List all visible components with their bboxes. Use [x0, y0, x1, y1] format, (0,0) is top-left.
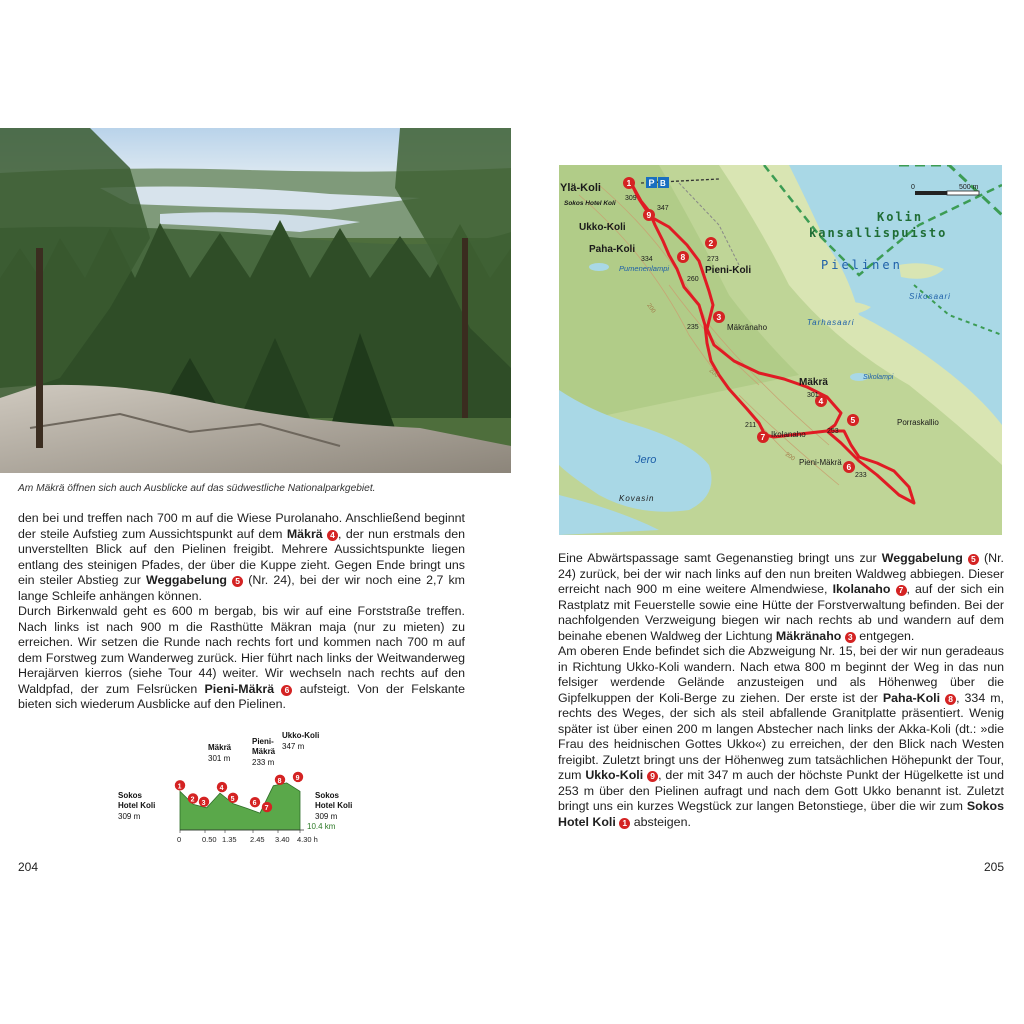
profile-waypoint-number: 5 [230, 795, 235, 803]
profile-waypoint-number: 1 [177, 783, 182, 791]
map-label-kovasin: Kovasin [619, 494, 655, 503]
profile-label-name: Sokos [118, 791, 143, 800]
svg-text:1: 1 [626, 178, 632, 188]
right-paragraph-2: Am oberen Ende befindet sich die Abzweigung Nr. 15, bei der wir nun geradeaus in Richtung Ukko-Koli wandern. Nach etwa 800 m beginnt der Weg in das nun felsiger werdende Gelände anzusteigen und als Höhenweg über die Gipfelkuppen der Koli-Berge zu ziehen. Der erste ist der Paha-Koli 8 , 334 m, rechts des Weges, der sich als steil abfallende Granitplatte präsentiert. Wenig später ist über einen 200 m langen Abstecher nach links der Akka-Koli (dt.: »die Frau des heidnischen Gottes Ukko«) zu erreichen, der den Blick nach Westen freigibt. Zuletzt bringt uns der Höhenweg zum tatsächlichen Höhepunkt der Tour, zum Ukko-Koli 9 , der mit 347 m auch der höchste Punkt der Hügelkette ist und 253 m über den Pielinen aufragt und nach dem Gott Ukko benannt ist. Zuletzt bringt uns ein kurzes Wegstück zur langen Betonstiege, über die wir zum Sokos Hotel Koli 1 absteigen. [558, 644, 1004, 829]
contour-label-1: 200 [645, 302, 657, 315]
elev-260: 260 [687, 276, 699, 283]
profile-label-elevation: 301 m [208, 754, 231, 763]
waypoint-marker: 8 [945, 694, 956, 705]
waypoint-marker: 3 [845, 632, 856, 643]
map-label-park-1: Kolin [877, 210, 924, 224]
map-label-pieni-makra: Pieni-Mäkrä [799, 458, 842, 467]
waypoint-marker: 6 [281, 685, 292, 696]
profile-label-name: Hotel Koli [315, 801, 353, 810]
x-tick-label: 0.50 [202, 835, 217, 844]
page-number-right: 205 [983, 860, 1004, 874]
map-label-yla-koli: Ylä-Koli [560, 182, 601, 194]
profile-label-name: Pieni- [252, 737, 274, 746]
profile-waypoint-number: 9 [295, 774, 300, 782]
svg-text:P: P [648, 178, 655, 188]
map-label-tarhasaari: Tarhasaari [807, 318, 855, 327]
x-tick-label: 0 [177, 835, 182, 844]
map-label-lake: Pielinen [821, 258, 903, 272]
svg-text:5: 5 [850, 415, 856, 425]
bold-place-name: Weggabelung [146, 573, 227, 587]
bold-place-name: Ukko-Koli [585, 768, 644, 782]
profile-label-elevation: 309 m [315, 812, 338, 821]
left-paragraph-1: den bei und treffen nach 700 m auf die Wiese Purolanaho. Anschließend beginnt der steile Aufstieg zum Aussichtspunkt auf dem Mäkrä 4 , der nun erstmals den unverstellten Blick auf den Pielinen freigibt. Mehrere Aussichtspunkte liegen entlang des steinigen Pfades, der über die Kuppe zieht. Gegen Ende bringt uns ein steiler Abstieg zur Weggabelung 5 (Nr. 24), bei der wir noch eine 2,7 km lange Schleife anhängen können. [18, 511, 466, 603]
profile-label-elevation: 233 m [252, 758, 275, 767]
elevation-profile-chart [110, 726, 380, 851]
elev-309: 309 [625, 195, 637, 202]
profile-waypoint-number: 8 [277, 777, 282, 785]
svg-text:8: 8 [680, 252, 686, 262]
profile-waypoint-number: 7 [264, 805, 269, 813]
photo-caption: Am Mäkrä öffnen sich auch Ausblicke auf das südwestliche Nationalparkgebiet. [18, 483, 376, 494]
profile-area [177, 783, 300, 830]
profile-label-name: Sokos [315, 791, 340, 800]
map-label-pumenenlampi: Pumenenlampi [619, 264, 670, 273]
sikosaari-island [899, 263, 944, 279]
map-label-park-2: kansallispuisto [809, 226, 948, 240]
bold-place-name: Sokos Hotel Koli [558, 799, 1004, 829]
svg-text:6: 6 [846, 462, 852, 472]
distance-label: 10.4 km [307, 822, 336, 831]
svg-text:7: 7 [760, 432, 766, 442]
left-paragraph-2: Durch Birkenwald geht es 600 m bergab, bis wir auf eine Forststraße treffen. Nach links ist nach 900 m die Rasthütte Mäkran maja (nur zu mieten) zu erreichen. Wir setzen die Runde nach rechts fort und kommen nach 700 m auf dem Forstweg zum Wanderweg zurück. Hier führt nach links der Weitwanderweg Herajärven kierros (siehe Tour 44) weiter. Wir wechseln nach rechts auf den Waldpfad, der zum Felsrücken Pieni-Mäkrä 6 aufsteigt. Von der Felskante bieten sich wiederum Ausblicke auf den Pielinen. [18, 604, 466, 711]
bold-place-name: Paha-Koli [882, 690, 941, 705]
elev-211: 211 [745, 422, 757, 429]
profile-waypoint-number: 4 [219, 785, 224, 793]
profile-label-name: Hotel Koli [118, 801, 156, 810]
map-label-jero: Jero [635, 454, 657, 466]
elev-235: 235 [687, 324, 699, 331]
bold-place-name: Weggabelung [881, 551, 963, 565]
elev-334: 334 [641, 256, 653, 263]
tarhasaari-island [827, 301, 871, 315]
profile-label-elevation: 347 m [282, 742, 305, 751]
elev-233: 233 [855, 472, 867, 479]
map-label-ikolanaho: Ikolanaho [771, 430, 806, 439]
elev-253: 253 [827, 428, 839, 435]
route-map-illustration [559, 165, 1002, 535]
forest-lake-photo [0, 128, 511, 473]
waypoint-marker: 9 [647, 771, 658, 782]
map-label-porraskallio: Porraskallio [897, 418, 939, 427]
scale-label-0: 0 [911, 184, 915, 191]
route-map [559, 165, 1002, 535]
profile-label-name: Ukko-Koli [282, 731, 320, 740]
map-label-sikolampi: Sikolampi [863, 374, 894, 381]
profile-waypoint-number: 3 [201, 799, 206, 807]
profile-label-elevation: 309 m [118, 812, 141, 821]
svg-text:4: 4 [818, 396, 824, 406]
scale-label-500: 500 m [959, 184, 979, 191]
map-label-makra: Mäkrä [799, 377, 828, 388]
elev-273: 273 [707, 256, 719, 263]
map-label-ukko-koli: Ukko-Koli [579, 222, 626, 233]
right-paragraph-1: Eine Abwärtspassage samt Gegenanstieg bringt uns zur Weggabelung 5 (Nr. 24) zurück, bei der wir nach links auf den nun breiten Waldweg abbiegen. Dieser erreicht nach 900 m eine weitere Almendwiese, Ikolanaho 7 , auf der sich ein Rastplatz mit Feuerstelle sowie eine Hütte der Forstverwaltung befinden. Bei der nachfolgenden Verzweigung biegen wir nach rechts ab und wandern auf dem beinahe ebenen Waldweg der Lichtung Mäkränaho 3 entgegen. [558, 551, 1004, 643]
page-number-left: 204 [18, 860, 39, 874]
right-body-text [558, 551, 1004, 830]
pumenenlampi-pond [589, 263, 609, 271]
profile-waypoint-number: 2 [190, 796, 195, 804]
x-tick-label: 4.30 h [297, 835, 318, 844]
map-label-hotel: Sokos Hotel Koli [564, 200, 616, 207]
x-tick-label: 1.35 [222, 835, 237, 844]
waypoint-marker: 4 [327, 530, 338, 541]
map-label-paha-koli: Paha-Koli [589, 244, 636, 255]
x-tick-label: 3.40 [275, 835, 290, 844]
photo-illustration [0, 128, 511, 473]
profile-waypoint-number: 6 [252, 800, 257, 808]
map-label-makranaho: Mäkränaho [727, 323, 768, 332]
map-label-pieni-koli: Pieni-Koli [705, 265, 752, 276]
elev-301: 301 [807, 392, 819, 399]
contour-label-2: 200 [707, 367, 720, 379]
bold-place-name: Mäkrä [286, 526, 323, 541]
elevation-profile [110, 726, 380, 851]
svg-text:9: 9 [646, 210, 652, 220]
bold-place-name: Ikolanaho [832, 582, 891, 596]
profile-label-name: Mäkrä [208, 743, 232, 752]
elev-347: 347 [657, 205, 669, 212]
waypoint-marker: 1 [619, 818, 630, 829]
map-label-sikosaari: Sikosaari [909, 292, 951, 301]
profile-label-name: Mäkrä [252, 747, 276, 756]
svg-text:2: 2 [708, 238, 714, 248]
waypoint-marker: 5 [968, 554, 979, 565]
left-body-text [18, 511, 465, 713]
bold-place-name: Mäkränaho [775, 628, 842, 643]
svg-text:B: B [660, 179, 666, 188]
x-tick-label: 2.45 [250, 835, 265, 844]
waypoint-marker: 7 [896, 585, 907, 596]
contour-label-3: 200 [783, 451, 796, 463]
svg-text:3: 3 [716, 312, 722, 322]
bold-place-name: Pieni-Mäkrä [204, 681, 275, 696]
waypoint-marker: 5 [232, 576, 243, 587]
